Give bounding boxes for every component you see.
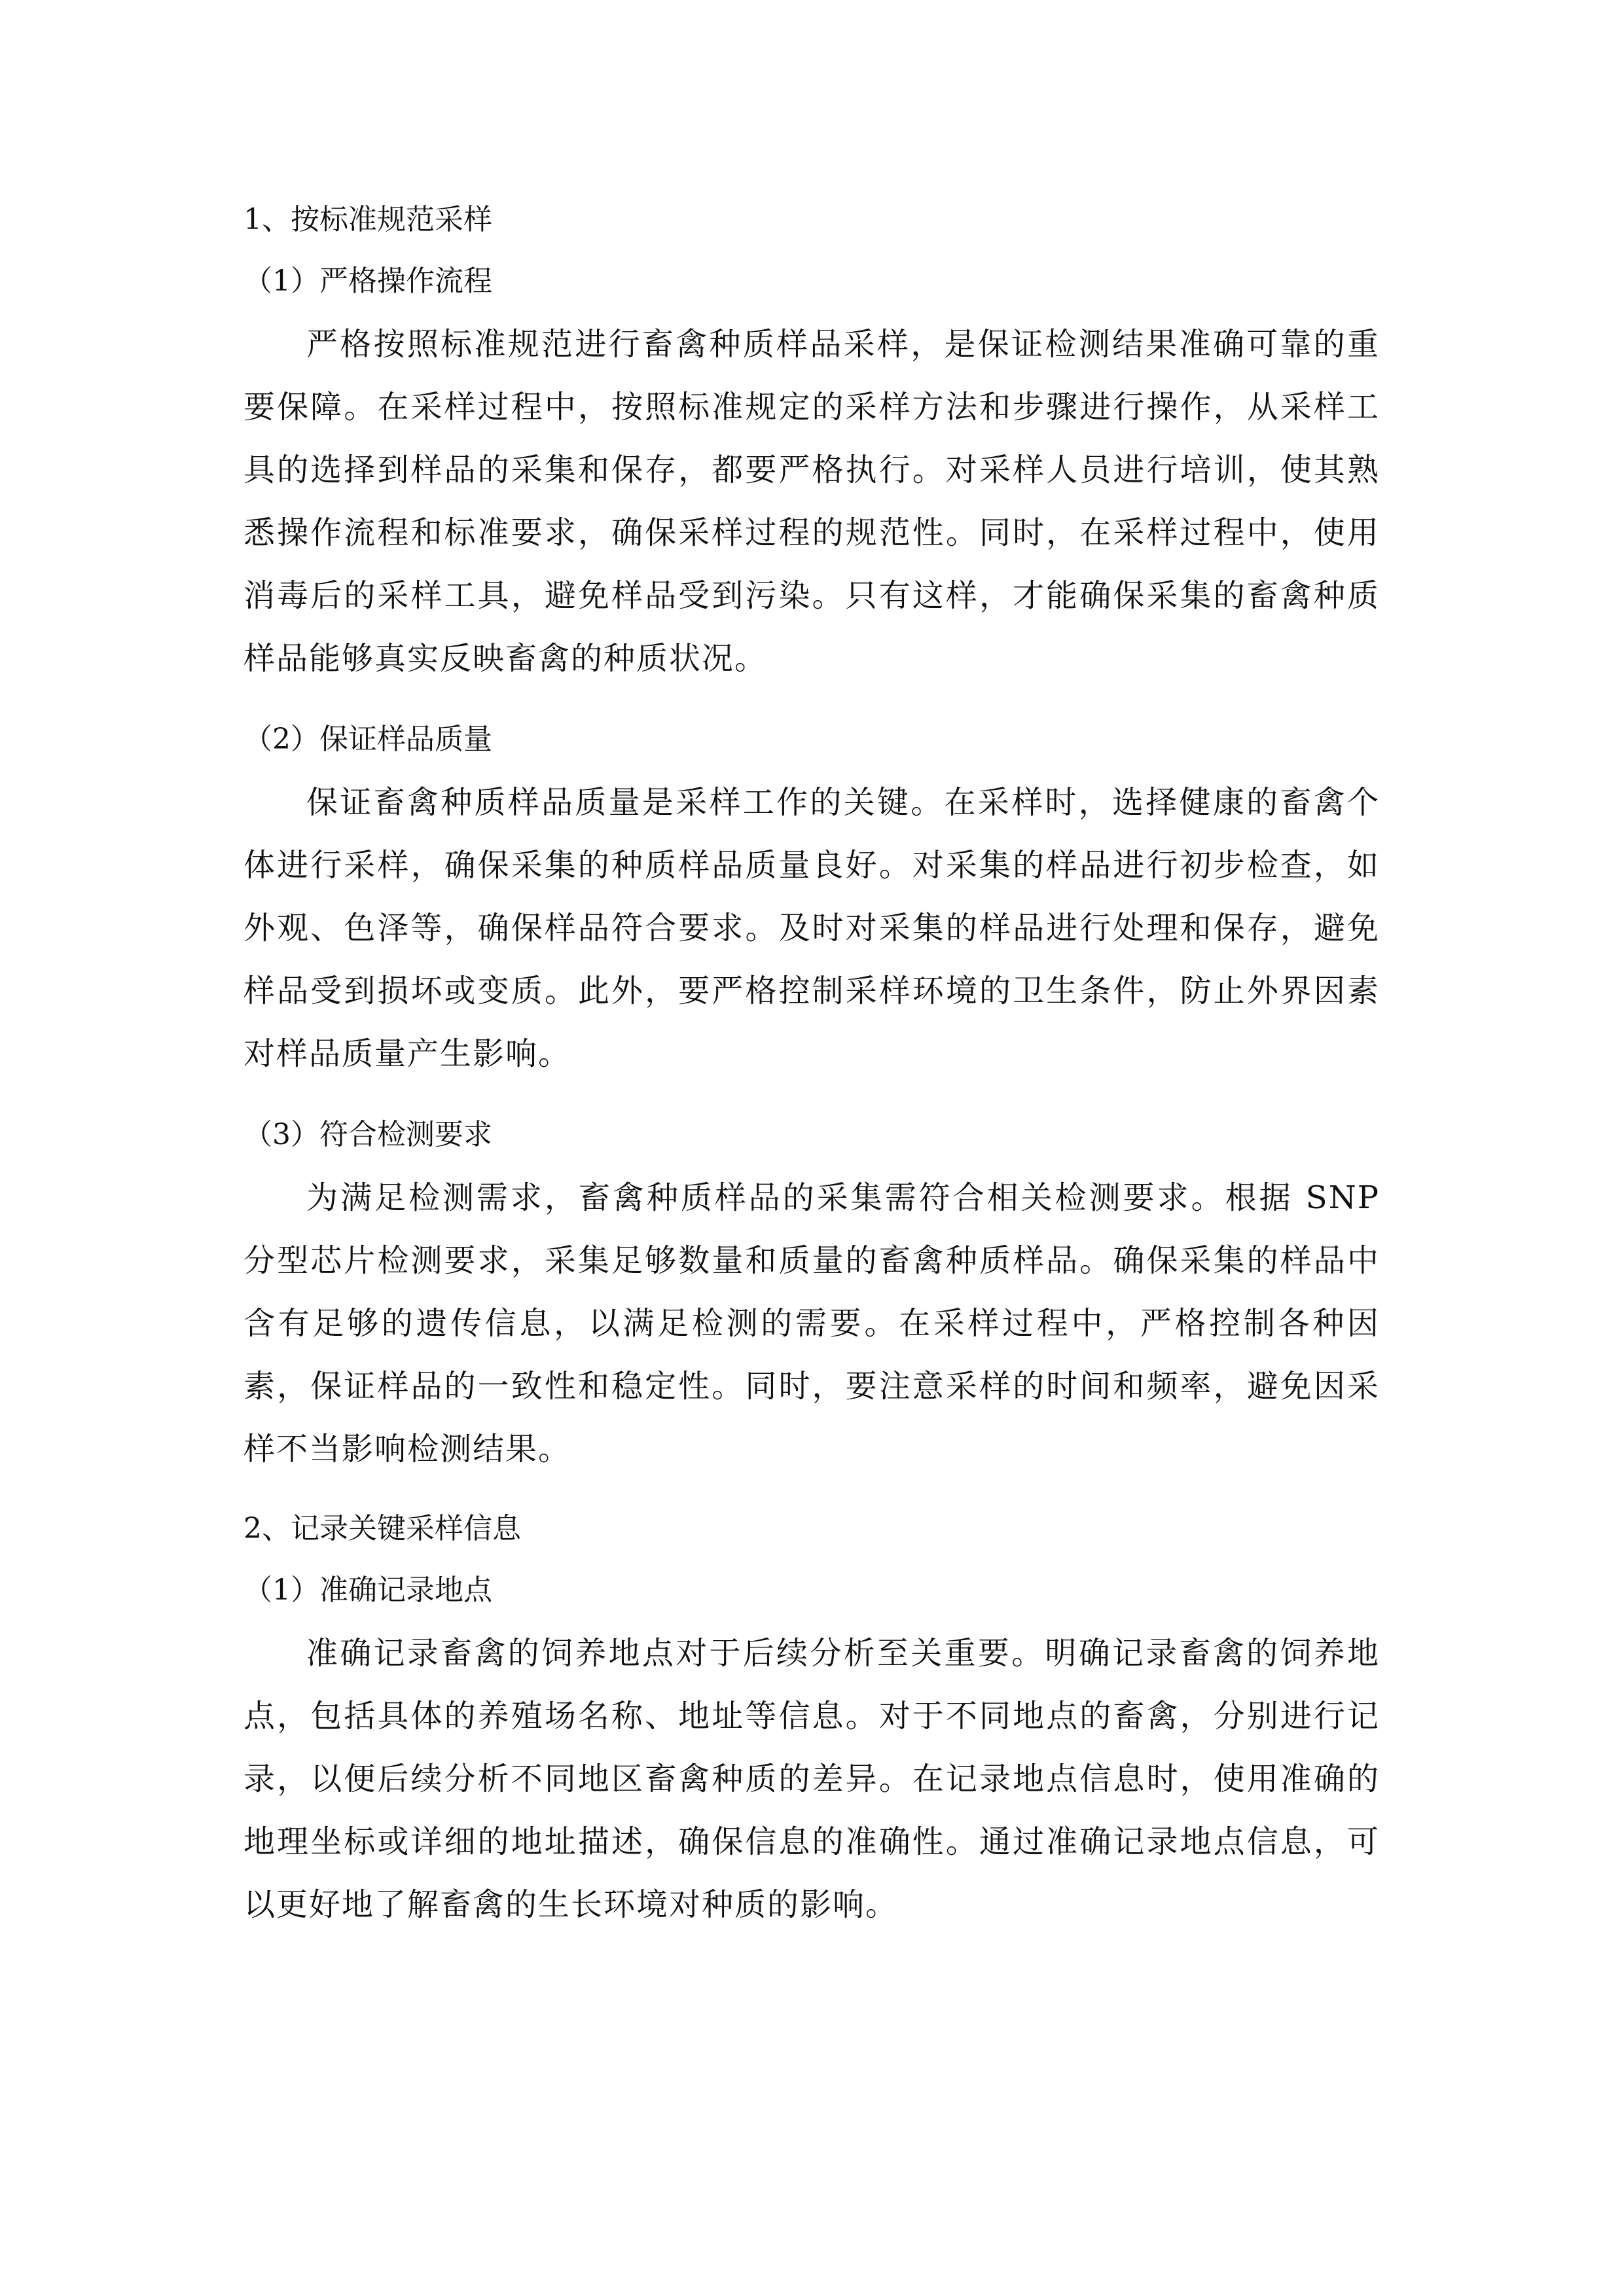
paragraph-1-1: 严格按照标准规范进行畜禽种质样品采样，是保证检测结果准确可靠的重要保障。在采样过程中，按照标准规定的采样方法和步骤进行操作，从采样工具的选择到样品的采集和保存，都要严格执行。对采样人员进行培训，使其熟悉操作流程和标准要求，确保采样过程的规范性。同时，在采样过程中，使用消毒后的采样工具，避免样品受到污染。只有这样，才能确保采集的畜禽种质样品能够真实反映畜禽的种质状况。	[244, 326, 1380, 677]
paragraph-1-2: 保证畜禽种质样品质量是采样工作的关键。在采样时，选择健康的畜禽个体进行采样，确保采集的种质样品质量良好。对采集的样品进行初步检查，如外观、色泽等，确保样品符合要求。及时对采集的样品进行处理和保存，避免样品受到损坏或变质。此外，要严格控制采样环境的卫生条件，防止外界因素对样品质量产生影响。	[244, 784, 1380, 1072]
document-body	[244, 190, 1380, 1936]
paragraph-1-3: 为满足检测需求，畜禽种质样品的采集需符合相关检测要求。根据 SNP 分型芯片检测要求，采集足够数量和质量的畜禽种质样品。确保采集的样品中含有足够的遗传信息，以满足检测的需要。在采样过程中，严格控制各种因素，保证样品的一致性和稳定性。同时，要注意采样的时间和频率，避免因采样不当影响检测结果。	[244, 1179, 1380, 1467]
spacer	[244, 690, 1380, 708]
subsection-title-2-1: （1）准确记录地点	[244, 1573, 492, 1607]
paragraph-2-1: 准确记录畜禽的饲养地点对于后续分析至关重要。明确记录畜禽的饲养地点，包括具体的养殖场名称、地址等信息。对于不同地点的畜禽，分别进行记录，以便后续分析不同地区畜禽种质的差异。在记录地点信息时，使用准确的地理坐标或详细的地址描述，确保信息的准确性。通过准确记录地点信息，可以更好地了解畜禽的生长环境对种质的影响。	[244, 1635, 1380, 1923]
subsection-title-1-3: （3）符合检测要求	[244, 1118, 492, 1151]
section-heading-2: 2、记录关键采样信息	[244, 1512, 521, 1545]
subsection-title-1-2: （2）保证样品质量	[244, 723, 492, 756]
section-heading-1: 1、按标准规范采样	[244, 203, 492, 236]
spacer	[244, 1480, 1380, 1499]
spacer	[244, 1085, 1380, 1103]
subsection-title-1-1: （1）严格操作流程	[244, 264, 492, 298]
